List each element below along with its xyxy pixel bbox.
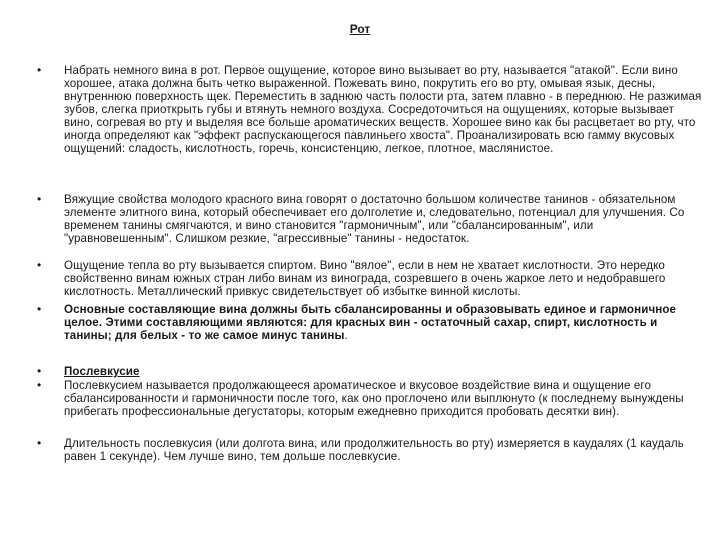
bullet-icon: • — [37, 378, 42, 392]
page-title: Рот — [349, 22, 371, 36]
paragraph-aftertaste-definition: Послевкусием называется продолжающееся ароматическое и вкусовое воздействие вина и ощущение его сбалансированности и гармоничности после того, как оно проглочено или выплюнуто (к последнему вынуждены прибегать профессиональные дегустаторы, которым ежедневно приходится пробовать десятки вин). — [64, 379, 684, 418]
paragraph-aftertaste-duration: Длительность послевкусия (или долгота вина, или продолжительность во рту) измеряется в каудалях (1 каудаль равен 1 секунде). Чем лучше вино, тем дольше послевкусие. — [64, 437, 684, 463]
balance-text: Основные составляющие вина должны быть сбалансированны и образовывать единое и гармоничное целое. Этими составляющими являются: для красных вин - остаточный сахар, спирт, кислотность и танины; для белых - то же самое минус танины — [64, 303, 677, 342]
bullet-icon: • — [37, 364, 42, 378]
bullet-icon: • — [37, 258, 42, 272]
paragraph-tasting: Набрать немного вина в рот. Первое ощущение, которое вино вызывает во рту, называется "атакой". Если вино хорошее, атака должна быть четко выраженной. Пожевать вино, покрутить его во рту, омывая язык, десны, внутреннюю поверхность щек. Переместить в заднюю часть полости рта, затем плавно - в переднюю. Не разжимая зубов, слегка приоткрыть губы и втянуть немного воздуха. Сосредоточиться на ощущениях, которые вызывает вино, согревая во рту и выделяя все больше ароматических веществ. Хорошее вино как бы расцветает во рту, что иногда определяют как "эффект распускающегося павлиньего хвоста". Проанализировать всю гамму вкусовых ощущений: сладость, кислотность, горечь, консистенцию, легкое, плотное, маслянистое. — [64, 64, 702, 155]
paragraph-balance — [64, 303, 704, 342]
bullet-icon: • — [37, 63, 42, 77]
bullet-icon: • — [37, 436, 42, 450]
section-heading-aftertaste: Послевкусие — [64, 365, 140, 378]
paragraph-tannins: Вяжущие свойства молодого красного вина говорят о достаточно большом количестве танинов - обязательном элементе элитного вина, который обеспечивает его долголетие и, следовательно, потенциал для улучшения. Со временем танины смягчаются, и вино становится "гармоничным", или "сбалансированным", или "уравновешенным". Слишком резкие, "агрессивные" танины - недостаток. — [64, 193, 685, 245]
bullet-icon: • — [37, 192, 42, 206]
bullet-icon: • — [37, 302, 42, 316]
balance-tail: . — [344, 329, 348, 342]
paragraph-warmth: Ощущение тепла во рту вызывается спиртом. Вино "вялое", если в нем не хватает кислотности. Это нередко свойственно винам южных стран либо винам из винограда, созревшего в очень жаркое лето и недобравшего кислотность. Металлический привкус свидетельствует об избытке винной кислоты. — [64, 259, 666, 298]
